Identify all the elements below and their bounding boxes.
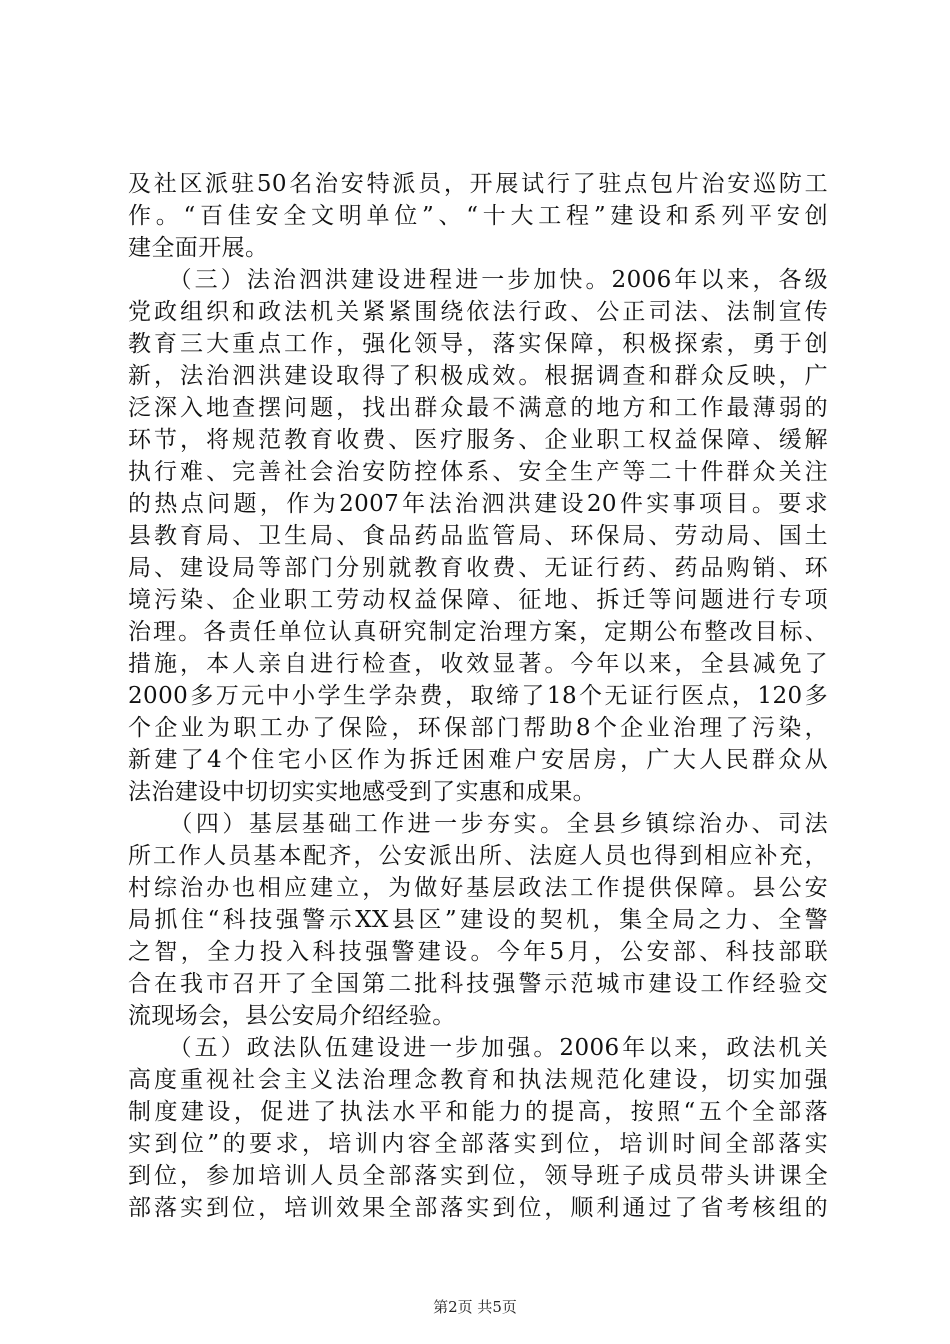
text-line: 个企业为职工办了保险，环保部门帮助8个企业治理了污染， <box>128 715 828 741</box>
text-line: 2000多万元中小学生学杂费，取缔了18个无证行医点，120多 <box>128 683 828 709</box>
text-line: 制度建设，促进了执法水平和能力的提高，按照“五个全部落 <box>128 1099 828 1125</box>
text-line: （四）基层基础工作进一步夯实。全县乡镇综治办、司法 <box>128 811 828 837</box>
text-line: 实到位”的要求，培训内容全部落实到位，培训时间全部落实 <box>128 1131 828 1157</box>
text-line: 到位，参加培训人员全部落实到位，领导班子成员带头讲课全 <box>128 1163 828 1189</box>
text-line: 党政组织和政法机关紧紧围绕依法行政、公正司法、法制宣传 <box>128 299 828 325</box>
text-line: 建全面开展。 <box>128 235 269 261</box>
text-line: 及社区派驻50名治安特派员，开展试行了驻点包片治安巡防工 <box>128 171 828 197</box>
text-line: 高度重视社会主义法治理念教育和执法规范化建设，切实加强 <box>128 1067 828 1093</box>
text-line: 环节，将规范教育收费、医疗服务、企业职工权益保障、缓解 <box>128 427 828 453</box>
text-line: 县教育局、卫生局、食品药品监管局、环保局、劳动局、国土 <box>128 523 828 549</box>
text-line: 村综治办也相应建立，为做好基层政法工作提供保障。县公安 <box>128 875 828 901</box>
text-line: （五）政法队伍建设进一步加强。2006年以来，政法机关 <box>128 1035 828 1061</box>
text-line: 合在我市召开了全国第二批科技强警示范城市建设工作经验交 <box>128 971 828 997</box>
text-line: 作。“百佳安全文明单位”、“十大工程”建设和系列平安创 <box>128 203 828 229</box>
text-line: 流现场会，县公安局介绍经验。 <box>128 1003 456 1029</box>
text-line: 局抓住“科技强警示XX县区”建设的契机，集全局之力、全警 <box>128 907 828 933</box>
text-line: 部落实到位，培训效果全部落实到位，顺利通过了省考核组的 <box>128 1195 828 1221</box>
text-line: 措施，本人亲自进行检查，收效显著。今年以来，全县减免了 <box>128 651 828 677</box>
text-line: 的热点问题，作为2007年法治泗洪建设20件实事项目。要求 <box>128 491 828 517</box>
text-line: 新，法治泗洪建设取得了积极成效。根据调查和群众反映，广 <box>128 363 828 389</box>
text-line: 治理。各责任单位认真研究制定治理方案，定期公布整改目标、 <box>128 619 828 645</box>
text-line: 之智，全力投入科技强警建设。今年5月，公安部、科技部联 <box>128 939 828 965</box>
text-line: 局、建设局等部门分别就教育收费、无证行药、药品购销、环 <box>128 555 828 581</box>
text-line: 教育三大重点工作，强化领导，落实保障，积极探索，勇于创 <box>128 331 828 357</box>
document-body <box>128 168 828 1224</box>
text-line: 执行难、完善社会治安防控体系、安全生产等二十件群众关注 <box>128 459 828 485</box>
text-line: （三）法治泗洪建设进程进一步加快。2006年以来，各级 <box>128 267 828 293</box>
text-line: 境污染、企业职工劳动权益保障、征地、拆迁等问题进行专项 <box>128 587 828 613</box>
text-line: 法治建设中切切实实地感受到了实惠和成果。 <box>128 779 596 805</box>
text-line: 新建了4个住宅小区作为拆迁困难户安居房，广大人民群众从 <box>128 747 828 773</box>
page-number: 第2页 共5页 <box>433 1298 517 1316</box>
text-line: 所工作人员基本配齐，公安派出所、法庭人员也得到相应补充， <box>128 843 828 869</box>
text-line: 泛深入地查摆问题，找出群众最不满意的地方和工作最薄弱的 <box>128 395 828 421</box>
